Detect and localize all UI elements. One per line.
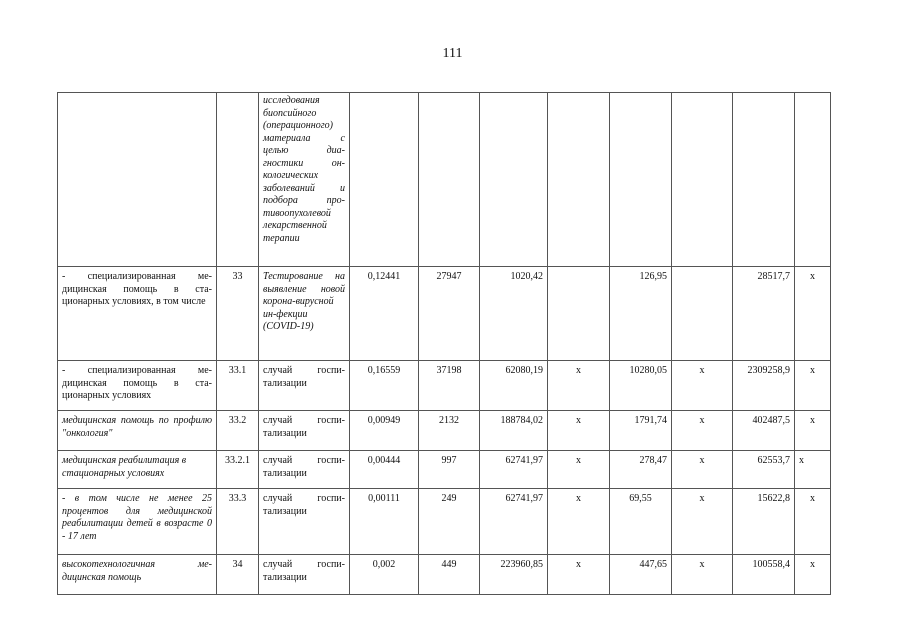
cell-c10: 100558,4 [733,555,795,595]
cell-c11: x [795,555,831,595]
row-code: 34 [217,555,259,595]
row-code: 33.3 [217,489,259,555]
cell-c9: x [672,361,733,411]
row-unit: случай госпи-тализации [259,555,350,595]
cell-c8 [610,93,672,267]
table-row [58,361,831,411]
cell-c9: x [672,411,733,451]
cell-c5: 37198 [419,361,480,411]
cell-c10 [733,93,795,267]
row-name [58,93,217,267]
row-name: медицинская реабилитация в стационарных условиях [58,451,217,489]
table-row [58,93,831,267]
cell-c6: 223960,85 [480,555,548,595]
page-number: 111 [442,46,463,61]
cell-c7 [548,267,610,361]
cell-c11: x [795,361,831,411]
cell-c7 [548,93,610,267]
cell-c6: 1020,42 [480,267,548,361]
cell-c5: 449 [419,555,480,595]
cell-c4: 0,00949 [350,411,419,451]
row-name: медицинская помощь по профилю "онкология" [58,411,217,451]
cell-c10: 62553,7 [733,451,795,489]
cell-c6: 62741,97 [480,489,548,555]
row-unit: случай госпи-тализации [259,411,350,451]
cell-c6: 62080,19 [480,361,548,411]
row-unit: случай госпи-тализации [259,361,350,411]
row-code [217,93,259,267]
cell-c10: 15622,8 [733,489,795,555]
cell-c8: 10280,05 [610,361,672,411]
row-name: - специализированная ме-дицинская помощь в ста-ционарных условиях [58,361,217,411]
cell-c6: 62741,97 [480,451,548,489]
cell-c10: 28517,7 [733,267,795,361]
cell-c9 [672,93,733,267]
cell-c4: 0,12441 [350,267,419,361]
row-code: 33.1 [217,361,259,411]
cell-c7: x [548,361,610,411]
cell-c4: 0,002 [350,555,419,595]
cell-c7: x [548,411,610,451]
row-unit: случай госпи-тализации [259,489,350,555]
cell-c11: x [795,411,831,451]
cell-c5: 997 [419,451,480,489]
table-row [58,555,831,595]
row-name: - специализированная ме-дицинская помощь в ста-ционарных условиях, в том числе [58,267,217,361]
cell-c10: 402487,5 [733,411,795,451]
table-row [58,489,831,555]
table-row [58,411,831,451]
row-unit: исследования биопсийного (операционного) материала с целью диа-гностики он-кологических заболеваний и подбора про-тивоопухолевой лекарственной терапии [259,93,350,267]
cell-c9: x [672,451,733,489]
cell-c4 [350,93,419,267]
cell-c5 [419,93,480,267]
cell-c11: x [795,451,831,489]
cell-c4: 0,00444 [350,451,419,489]
row-code: 33.2 [217,411,259,451]
cell-c6: 188784,02 [480,411,548,451]
cell-c7: x [548,555,610,595]
cell-c9: x [672,555,733,595]
row-name: - в том числе не менее 25 процентов для медицинской реабилитации детей в возрасте 0 - 17 лет [58,489,217,555]
row-name: высокотехнологичная ме-дицинская помощь [58,555,217,595]
cell-c8: 1791,74 [610,411,672,451]
data-table [57,92,831,595]
cell-c7: x [548,451,610,489]
cell-c11 [795,93,831,267]
cell-c5: 249 [419,489,480,555]
cell-c11: x [795,267,831,361]
cell-c4: 0,16559 [350,361,419,411]
cell-c7: x [548,489,610,555]
row-code: 33.2.1 [217,451,259,489]
cell-c10: 2309258,9 [733,361,795,411]
cell-c5: 2132 [419,411,480,451]
cell-c9 [672,267,733,361]
row-code: 33 [217,267,259,361]
cell-c8: 447,65 [610,555,672,595]
cell-c8: 69,55 [610,489,672,555]
cell-c4: 0,00111 [350,489,419,555]
table-row [58,267,831,361]
cell-c11: x [795,489,831,555]
cell-c5: 27947 [419,267,480,361]
cell-c8: 126,95 [610,267,672,361]
cell-c8: 278,47 [610,451,672,489]
row-unit: Тестирование на выявление новой корона-вирусной ин-фекции (COVID-19) [259,267,350,361]
row-unit: случай госпи-тализации [259,451,350,489]
cell-c6 [480,93,548,267]
cell-c9: x [672,489,733,555]
table-row [58,451,831,489]
